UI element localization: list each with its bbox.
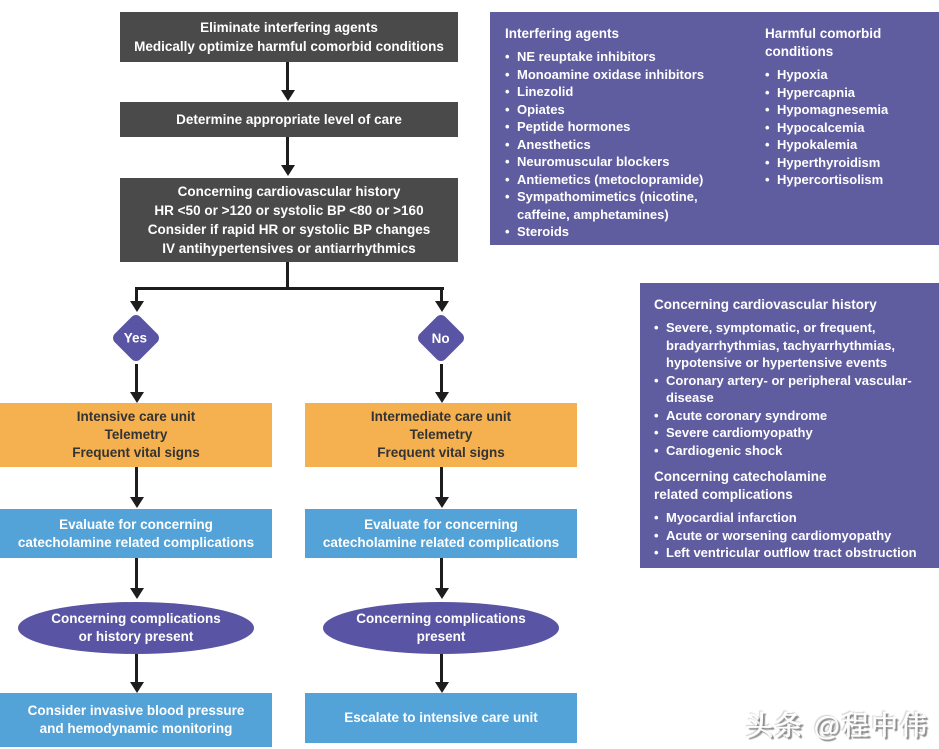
cardiovascular-history-list <box>654 319 929 459</box>
cardiovascular-history-panel <box>640 283 939 568</box>
care-unit-title: Intensive care unit <box>76 409 196 424</box>
branch-left-line <box>135 287 138 301</box>
list-item: • Linezolid <box>505 83 749 101</box>
list-item: • Cardiogenic shock <box>654 442 929 460</box>
ellipse-text: present <box>416 629 466 644</box>
list-item: • Hypomagnesemia <box>765 101 931 119</box>
arrow-line <box>440 654 443 682</box>
step-level-of-care-box <box>120 102 458 137</box>
care-unit-text: Telemetry <box>104 427 168 442</box>
list-item: • Antiemetics (metoclopramide) <box>505 171 749 189</box>
arrow-down-icon <box>281 90 295 101</box>
no-label: No <box>432 330 450 346</box>
list-item: • Monoamine oxidase inhibitors <box>505 66 749 84</box>
interfering-agents-panel <box>490 12 939 245</box>
step-text: Medically optimize harmful comorbid conditions <box>134 39 444 54</box>
panel-title: Interfering agents <box>505 26 620 41</box>
comorbid-conditions-column <box>765 25 931 235</box>
step-text: HR <50 or >120 or systolic BP <80 or >160 <box>154 203 424 218</box>
arrow-line <box>135 654 138 682</box>
ellipse-text: Concerning complications <box>51 611 221 626</box>
list-item: • Peptide hormones <box>505 118 749 136</box>
branch-stem-line <box>286 262 289 289</box>
list-item: • Hypocalcemia <box>765 119 931 137</box>
care-unit-title: Intermediate care unit <box>370 409 512 424</box>
evaluate-text: catecholamine related complications <box>17 534 255 550</box>
action-text: Consider invasive blood pressure <box>27 703 245 718</box>
arrow-down-icon <box>130 588 144 599</box>
escalate-icu-box <box>305 693 577 743</box>
arrow-down-icon <box>130 301 144 312</box>
arrow-down-icon <box>435 588 449 599</box>
action-text: and hemodynamic monitoring <box>39 721 233 736</box>
arrow-down-icon <box>435 301 449 312</box>
evaluate-complications-box-left <box>0 509 272 558</box>
invasive-monitoring-box <box>0 693 272 747</box>
step-text: IV antihypertensives or antiarrhythmics <box>162 241 416 256</box>
step-text: Eliminate interfering agents <box>200 20 378 35</box>
list-item: • Left ventricular outflow tract obstruction <box>654 544 929 562</box>
concerning-complications-ellipse-right <box>323 602 559 654</box>
arrow-line <box>135 467 138 497</box>
interfering-agents-column <box>505 25 749 239</box>
list-item: • Steroids <box>505 223 749 241</box>
step-cardiovascular-history-box <box>120 178 458 262</box>
step-text: Determine appropriate level of care <box>176 112 402 127</box>
arrow-line <box>286 62 289 90</box>
list-item: • Sympathomimetics (nicotine, caffeine, amphetamines) <box>505 188 749 223</box>
ellipse-text: Concerning complications <box>356 611 526 626</box>
list-item: • Hyperthyroidism <box>765 154 931 172</box>
care-unit-text: Frequent vital signs <box>377 445 505 460</box>
arrow-line <box>440 558 443 588</box>
list-item: • Myocardial infarction <box>654 509 929 527</box>
arrow-line <box>135 364 138 392</box>
list-item: • Anesthetics <box>505 136 749 154</box>
action-text: Escalate to intensive care unit <box>344 710 538 725</box>
panel-title: Concerning catecholamine related complications <box>654 469 827 502</box>
list-item: • Hypercortisolism <box>765 171 931 189</box>
watermark-text: 头条 @程中伟 <box>746 711 929 741</box>
evaluate-text: Evaluate for concerning <box>59 516 213 532</box>
step-eliminate-agents-box <box>120 12 458 62</box>
yes-diamond <box>111 313 162 364</box>
catecholamine-complications-list <box>654 509 929 562</box>
list-item: • Neuromuscular blockers <box>505 153 749 171</box>
list-item: • Severe, symptomatic, or frequent, bradyarrhythmias, tachyarrhythmias, hypotensive or hypertensive events <box>654 319 929 372</box>
evaluate-text: catecholamine related complications <box>322 534 560 550</box>
list-item: • Hypercapnia <box>765 84 931 102</box>
list-item: • Hypoxia <box>765 66 931 84</box>
arrow-down-icon <box>281 165 295 176</box>
arrow-line <box>286 137 289 165</box>
arrow-down-icon <box>435 497 449 508</box>
list-item: • Coronary artery- or peripheral vascular- disease <box>654 372 929 407</box>
arrow-down-icon <box>130 497 144 508</box>
ellipse-text: or history present <box>78 629 194 644</box>
arrow-line <box>440 364 443 392</box>
yes-label: Yes <box>124 330 148 346</box>
arrow-line <box>135 558 138 588</box>
arrow-down-icon <box>130 682 144 693</box>
arrow-down-icon <box>130 392 144 403</box>
list-item: • Acute coronary syndrome <box>654 407 929 425</box>
arrow-line <box>440 467 443 497</box>
list-item: • Opiates <box>505 101 749 119</box>
branch-right-line <box>440 287 443 301</box>
panel-title: Concerning cardiovascular history <box>654 297 877 312</box>
evaluate-text: Evaluate for concerning <box>364 516 518 532</box>
intermediate-care-unit-box <box>305 403 577 467</box>
step-text: Consider if rapid HR or systolic BP changes <box>147 222 431 237</box>
arrow-down-icon <box>435 682 449 693</box>
intensive-care-unit-box <box>0 403 272 467</box>
list-item: • Hypokalemia <box>765 136 931 154</box>
list-item: • Acute or worsening cardiomyopathy <box>654 527 929 545</box>
branch-horizontal-line <box>135 287 444 290</box>
list-item: • NE reuptake inhibitors <box>505 48 749 66</box>
care-unit-text: Telemetry <box>409 427 473 442</box>
care-unit-text: Frequent vital signs <box>72 445 200 460</box>
panel-title: Harmful comorbid conditions <box>765 26 882 59</box>
concerning-complications-ellipse-left <box>18 602 254 654</box>
no-diamond <box>416 313 467 364</box>
interfering-agents-list <box>505 48 749 241</box>
list-item: • Severe cardiomyopathy <box>654 424 929 442</box>
step-text: Concerning cardiovascular history <box>177 184 401 199</box>
comorbid-conditions-list <box>765 66 931 189</box>
arrow-down-icon <box>435 392 449 403</box>
evaluate-complications-box-right <box>305 509 577 558</box>
